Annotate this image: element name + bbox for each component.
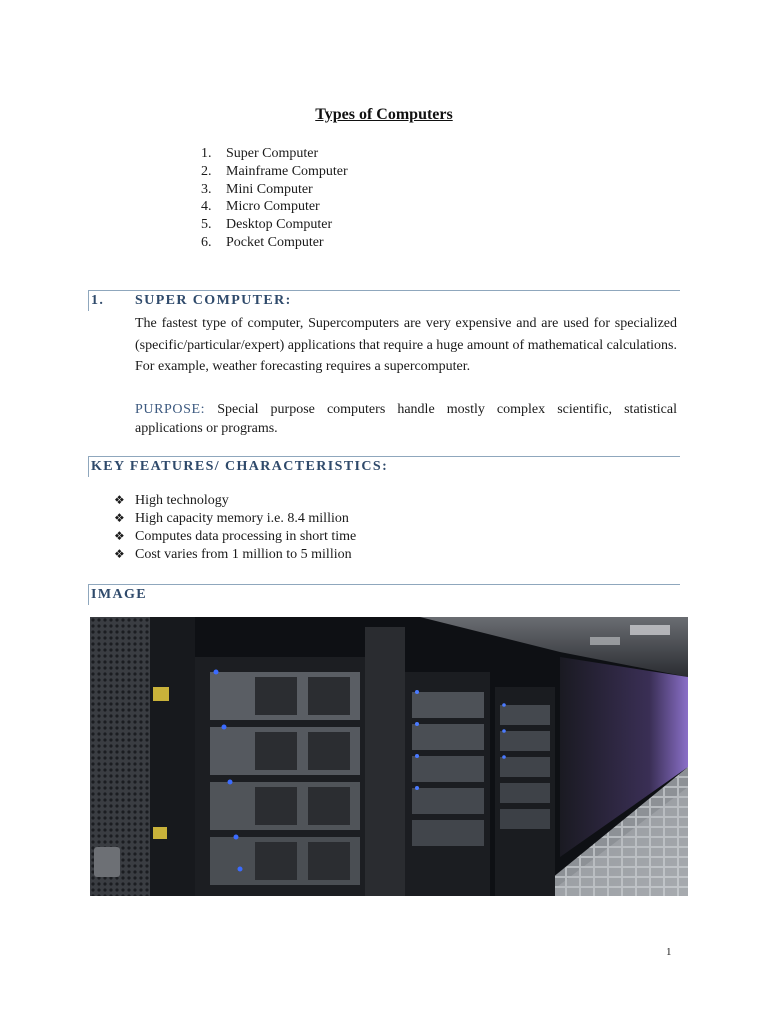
- section-heading-image: [88, 584, 680, 605]
- list-item: [201, 163, 348, 181]
- supercomputer-photo: [90, 617, 688, 896]
- blade-fan: [255, 677, 297, 715]
- feature-text: Cost varies from 1 million to 5 million: [135, 547, 352, 562]
- ceiling-light: [630, 625, 670, 635]
- purpose-paragraph: [135, 400, 677, 438]
- list-label: Pocket Computer: [226, 234, 324, 250]
- blade-fan: [255, 787, 297, 825]
- section-heading-text: IMAGE: [91, 587, 147, 602]
- list-label: Mini Computer: [226, 181, 313, 197]
- list-number: 2.: [201, 163, 212, 179]
- blue-status-led: [214, 670, 219, 675]
- feature-text: High capacity memory i.e. 8.4 million: [135, 511, 349, 526]
- blue-status-led: [502, 755, 506, 759]
- feature-text: High technology: [135, 493, 229, 508]
- list-label: Desktop Computer: [226, 217, 333, 233]
- section-number: 1.: [91, 293, 105, 308]
- blue-status-led: [228, 780, 233, 785]
- blade-fan: [308, 787, 350, 825]
- rack-label: [153, 827, 167, 839]
- blue-status-led: [502, 703, 506, 707]
- list-number: 3.: [201, 181, 212, 197]
- server-blade: [500, 757, 550, 777]
- blade-fan: [255, 732, 297, 770]
- list-item: [114, 491, 356, 509]
- rack-label: [153, 687, 169, 701]
- list-label: Mainframe Computer: [226, 163, 348, 179]
- key-features-list: [114, 491, 356, 563]
- server-blade: [500, 731, 550, 751]
- server-blade: [412, 820, 484, 846]
- blue-status-led: [415, 690, 419, 694]
- diamond-bullet-icon: ❖: [114, 529, 125, 543]
- document-title: Types of Computers: [315, 106, 453, 123]
- computer-types-list: [201, 145, 348, 252]
- list-item: [201, 181, 348, 199]
- list-item: [114, 509, 356, 527]
- diamond-bullet-icon: ❖: [114, 511, 125, 525]
- server-blade: [412, 692, 484, 718]
- list-item: [114, 527, 356, 545]
- diamond-bullet-icon: ❖: [114, 493, 125, 507]
- blue-status-led: [502, 729, 506, 733]
- blue-status-led: [222, 725, 227, 730]
- list-item: [201, 234, 348, 252]
- server-blade: [500, 783, 550, 803]
- list-number: 4.: [201, 199, 212, 215]
- blade-fan: [308, 732, 350, 770]
- left-rack-panel: [150, 617, 195, 896]
- blue-status-led: [415, 722, 419, 726]
- super-computer-description: The fastest type of computer, Supercomputers are very expensive and are used for specialized (specific/particular/expert) applications that require a huge amount of mathematical calculations. For example, weather forecasting requires a supercomputer.: [135, 316, 677, 374]
- blue-status-led: [415, 754, 419, 758]
- blade-fan: [255, 842, 297, 880]
- diamond-bullet-icon: ❖: [114, 547, 125, 561]
- section-heading-text: SUPER COMPUTER:: [135, 293, 292, 308]
- list-label: Super Computer: [226, 146, 319, 161]
- server-blade: [500, 705, 550, 725]
- list-label: Micro Computer: [226, 199, 320, 215]
- ceiling-light: [590, 637, 620, 645]
- section-heading-text: KEY FEATURES/ CHARACTERISTICS:: [91, 459, 389, 474]
- blue-status-led: [415, 786, 419, 790]
- list-number: 5.: [201, 217, 212, 233]
- feature-text: Computes data processing in short time: [135, 529, 357, 544]
- rack-handle: [94, 847, 120, 877]
- page-number: 1: [666, 946, 672, 958]
- blue-status-led: [238, 867, 243, 872]
- list-item: [201, 145, 348, 163]
- section-heading-super-computer: [88, 290, 680, 311]
- list-number: 1.: [201, 146, 212, 161]
- server-blade: [412, 756, 484, 782]
- server-blade: [412, 788, 484, 814]
- list-item: [114, 545, 356, 563]
- purpose-label: PURPOSE:: [135, 402, 206, 417]
- server-blade: [412, 724, 484, 750]
- purpose-text: Special purpose computers handle mostly complex scientific, statistical applications or programs.: [135, 402, 677, 436]
- list-item: [201, 198, 348, 216]
- server-blade: [500, 809, 550, 829]
- blue-status-led: [234, 835, 239, 840]
- blade-fan: [308, 842, 350, 880]
- section-heading-key-features: [88, 456, 680, 477]
- main-rack-door: [365, 627, 405, 896]
- list-number: 6.: [201, 234, 212, 250]
- blade-fan: [308, 677, 350, 715]
- list-item: [201, 216, 348, 234]
